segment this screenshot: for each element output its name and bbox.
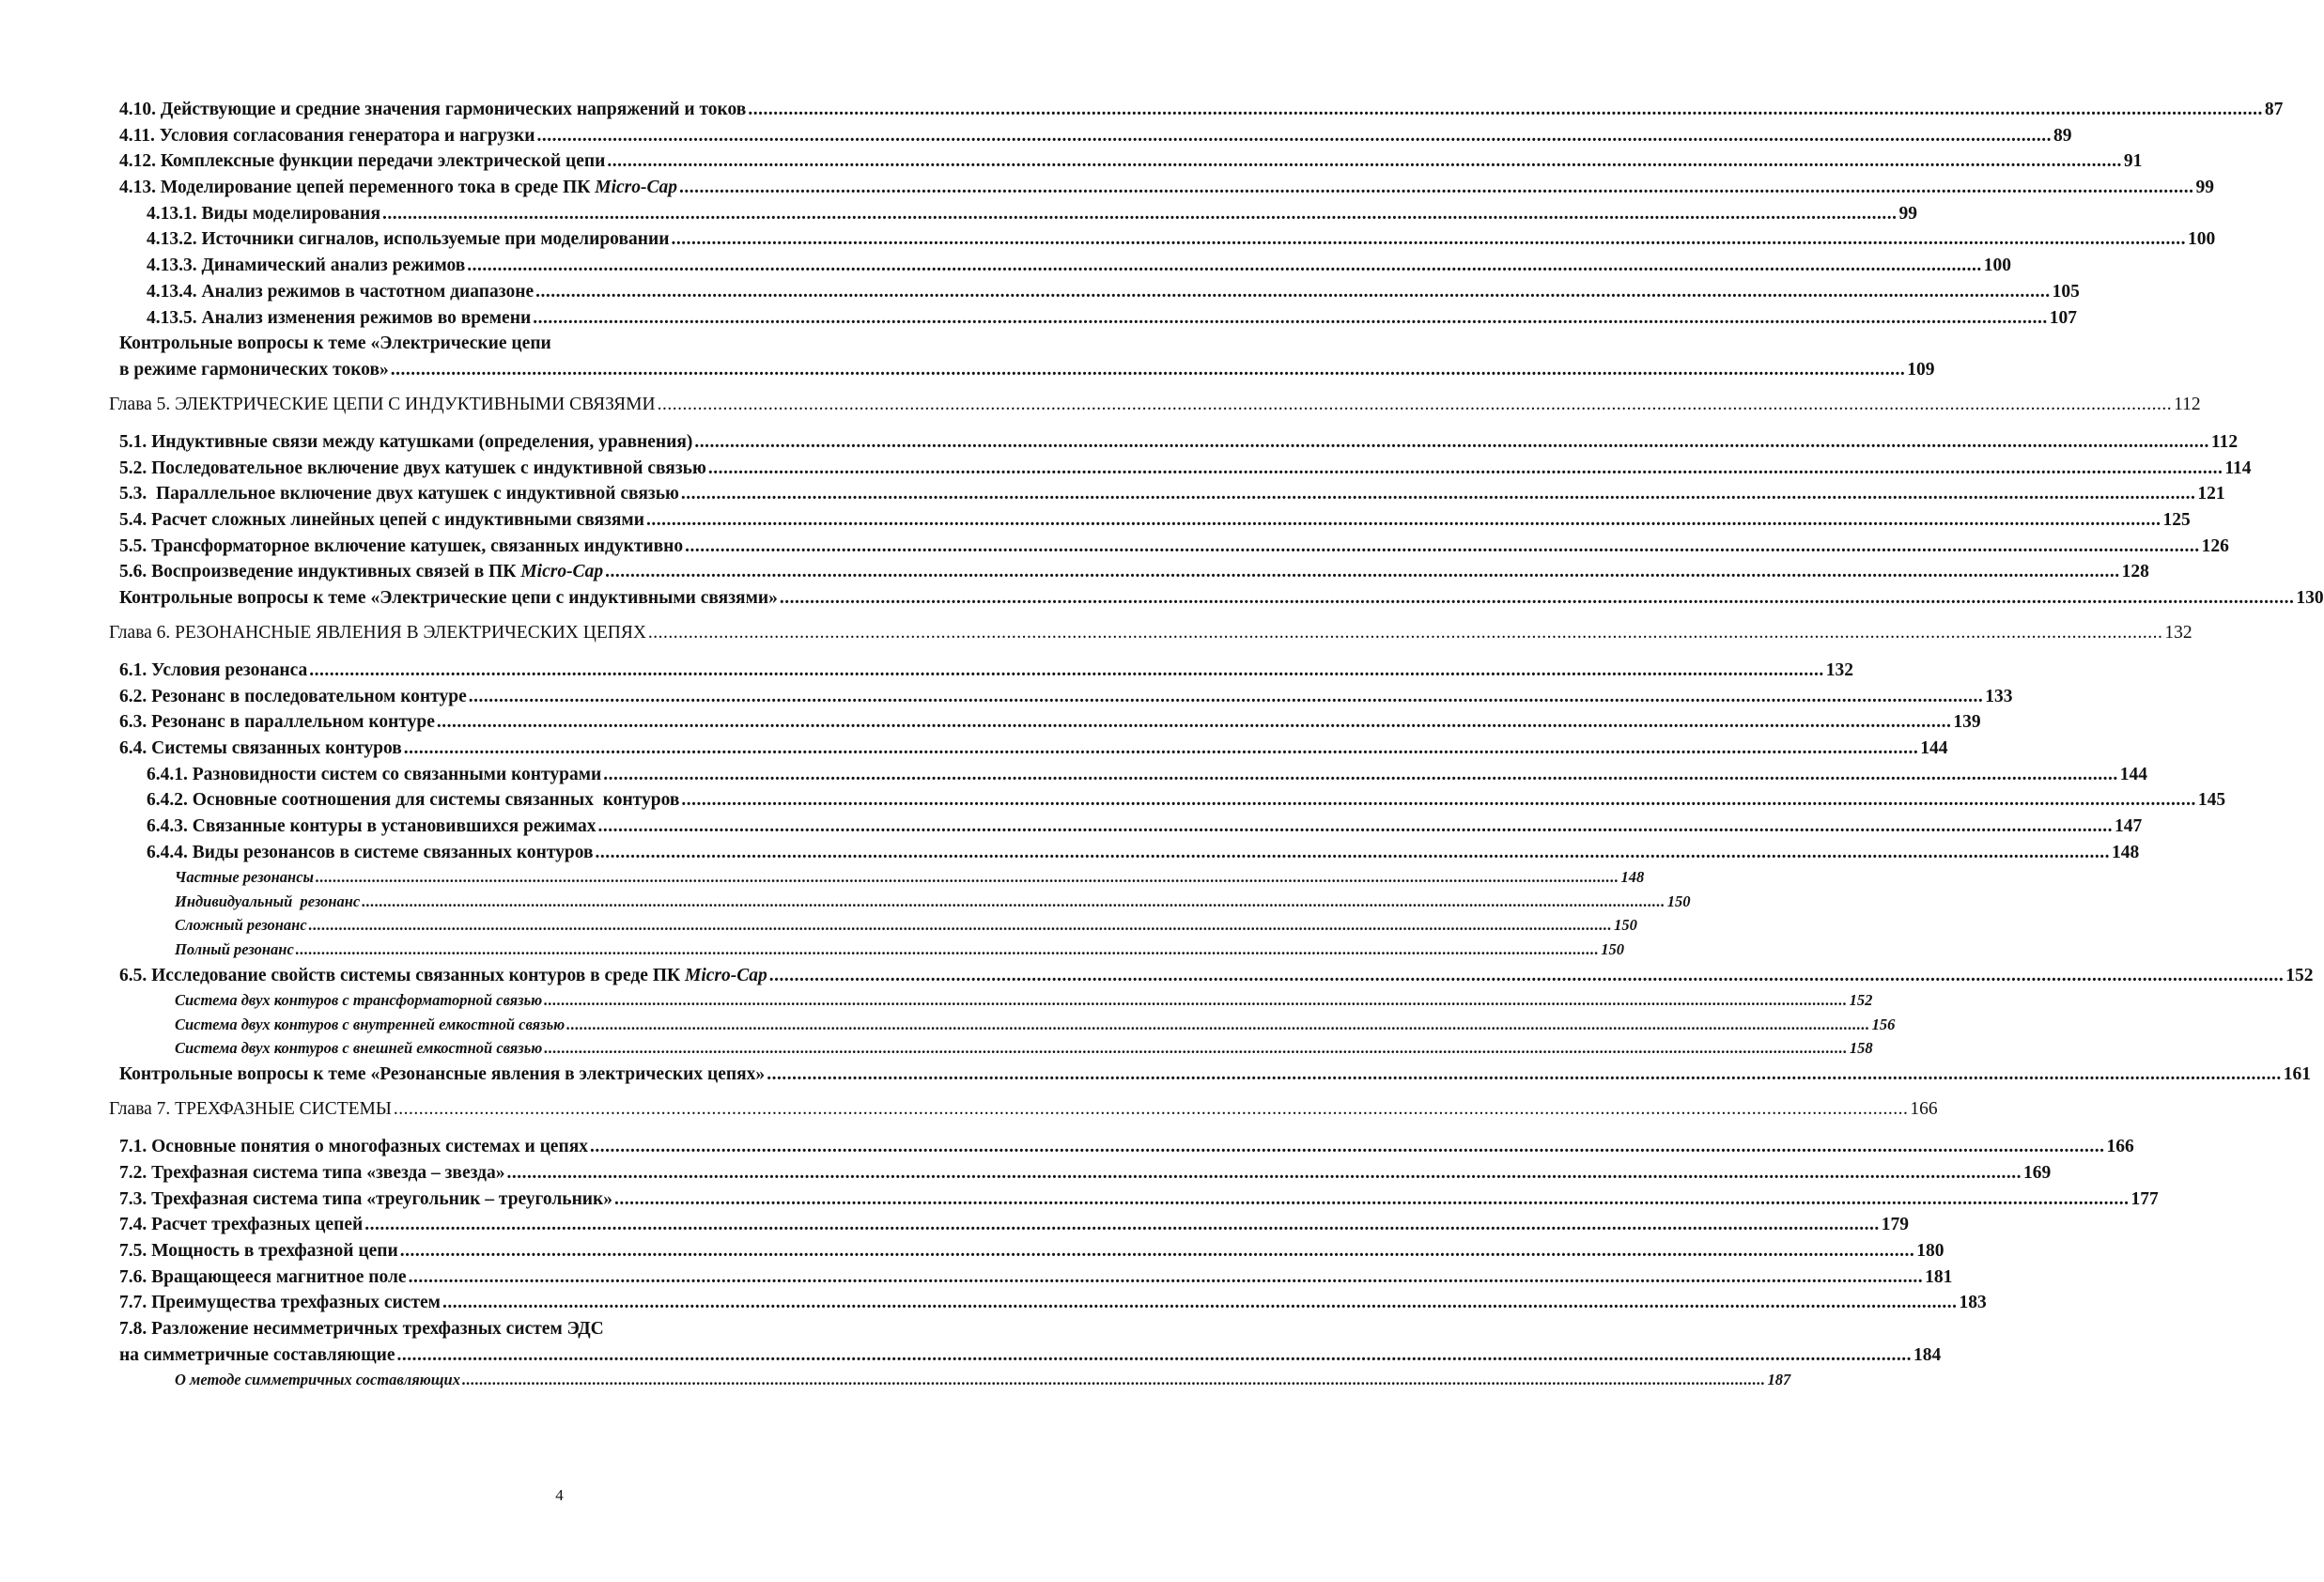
entry-title-text: Частные резонансы <box>175 868 314 887</box>
entry-title-italic: Micro-Cap <box>595 178 677 198</box>
entry-title <box>119 587 778 610</box>
entry-page-number: 152 <box>2285 965 2314 985</box>
entry-page-number: 125 <box>2162 509 2191 530</box>
entry-title <box>147 764 601 786</box>
entry-page-number: 114 <box>2224 458 2252 478</box>
toc-entry[interactable] <box>0 333 1010 355</box>
entry-title-text: 4.13.5. Анализ изменения режимов во времени <box>147 307 532 328</box>
toc-entry[interactable] <box>0 1318 1010 1341</box>
entry-page-number: 133 <box>1985 686 2013 706</box>
entry-page-number: 180 <box>1916 1241 1944 1262</box>
entry-title-text: на симметричные составляющие <box>119 1344 395 1365</box>
entry-title <box>119 711 435 734</box>
entry-title <box>109 1098 392 1121</box>
entry-title <box>175 915 307 936</box>
entry-title <box>119 125 535 147</box>
entry-page-number: 112 <box>2210 431 2239 452</box>
entry-title-text: Глава 7. ТРЕХФАЗНЫЕ СИСТЕМЫ <box>109 1099 392 1120</box>
entry-title-text: 7.2. Трехфазная система типа «звезда – звезда» <box>119 1163 505 1183</box>
toc-entry[interactable] <box>0 307 2077 330</box>
entry-title <box>119 1266 407 1289</box>
entry-title-text: 4.13. Моделирование цепей переменного тока в среде ПК <box>119 178 596 198</box>
dot-leader: ............................................................................................................................................................................................................................................................................................................ <box>461 1371 1766 1389</box>
toc-entry[interactable] <box>0 1214 1910 1236</box>
entry-title-text: 7.6. Вращающееся магнитное поле <box>119 1266 407 1287</box>
toc-entry[interactable] <box>0 711 1981 734</box>
toc-entry[interactable] <box>0 1136 2134 1158</box>
dot-leader: ............................................................................................................................................................................................................................................................................................................ <box>362 892 1666 910</box>
toc-subtopic-entry[interactable] <box>0 1038 1873 1059</box>
entry-page-number: 161 <box>2283 1064 2311 1085</box>
dot-leader: ............................................................................................................................................................................................................................................................................................................ <box>645 509 2161 530</box>
entry-title <box>119 99 746 121</box>
dot-leader: ............................................................................................................................................................................................................................................................................................................ <box>295 939 1600 958</box>
entry-title-text: 7.7. Преимущества трехфазных систем <box>119 1293 441 1313</box>
dot-leader: ............................................................................................................................................................................................................................................................................................................ <box>393 1099 1909 1120</box>
entry-page-number: 107 <box>2049 307 2077 328</box>
toc-entry[interactable] <box>0 99 2284 121</box>
entry-title-text: 5.4. Расчет сложных линейных цепей с индуктивными связями <box>119 509 644 530</box>
toc-entry[interactable] <box>0 431 2239 454</box>
entry-title-text: 4.12. Комплексные функции передачи электрической цепи <box>119 151 606 172</box>
entry-title-text: 4.11. Условия согласования генератора и нагрузки <box>119 125 535 146</box>
entry-title <box>119 359 389 381</box>
entry-title-text: 4.13.4. Анализ режимов в частотном диапазоне <box>147 281 535 302</box>
entry-page-number: 179 <box>1881 1215 1910 1235</box>
entry-title-text: 6.4.2. Основные соотношения для системы связанных контуров <box>147 790 680 811</box>
toc-chapter-entry[interactable] <box>0 622 2192 644</box>
toc-entry[interactable] <box>0 561 2149 583</box>
entry-title-text: 5.3. Параллельное включение двух катушек с индуктивной связью <box>119 484 679 504</box>
toc-entry[interactable] <box>0 177 2214 199</box>
dot-leader: ............................................................................................................................................................................................................................................................................................................ <box>315 868 1619 887</box>
entry-title-text: Сложный резонанс <box>175 916 307 935</box>
entry-page-number: 166 <box>2106 1137 2134 1157</box>
entry-title <box>119 483 679 505</box>
entry-page-number: 99 <box>2195 178 2214 198</box>
entry-page-number: 112 <box>2174 394 2201 414</box>
entry-title-text: 6.4.4. Виды резонансов в системе связанных контуров <box>147 842 594 862</box>
entry-page-number: 91 <box>2123 151 2143 172</box>
entry-page-number: 139 <box>1953 712 1981 733</box>
entry-title <box>119 686 467 708</box>
entry-page-number: 166 <box>1910 1099 1938 1120</box>
dot-leader: ............................................................................................................................................................................................................................................................................................................ <box>614 1188 2130 1209</box>
entry-title <box>147 842 594 864</box>
dot-leader: ............................................................................................................................................................................................................................................................................................................ <box>748 100 2263 119</box>
entry-title-text: 4.13.1. Виды моделирования <box>147 203 381 224</box>
entry-title <box>119 509 644 532</box>
dot-leader: ............................................................................................................................................................................................................................................................................................................ <box>544 1039 1848 1058</box>
entry-title-text: 6.1. Условия резонанса <box>119 660 308 680</box>
dot-leader: ............................................................................................................................................................................................................................................................................................................ <box>467 256 1982 276</box>
entry-title <box>119 965 767 987</box>
entry-title <box>119 1063 765 1086</box>
dot-leader: ............................................................................................................................................................................................................................................................................................................ <box>779 588 2295 608</box>
toc-entry[interactable] <box>0 1292 1987 1314</box>
entry-page-number: 144 <box>2119 764 2147 784</box>
toc-entry[interactable] <box>0 150 2143 173</box>
entry-title <box>119 1214 363 1236</box>
entry-title-text: Индивидуальный резонанс <box>175 892 361 910</box>
dot-leader: ............................................................................................................................................................................................................................................................................................................ <box>442 1293 1958 1313</box>
toc-entry[interactable] <box>0 535 2229 558</box>
dot-leader: ............................................................................................................................................................................................................................................................................................................ <box>544 991 1848 1010</box>
toc-entry[interactable] <box>0 965 2314 987</box>
entry-title <box>119 1344 395 1367</box>
entry-title-text: 7.1. Основные понятия о многофазных системах и цепях <box>119 1137 588 1157</box>
entry-page-number: 87 <box>2264 100 2284 119</box>
entry-title-text: 7.4. Расчет трехфазных цепей <box>119 1215 364 1235</box>
dot-leader: ............................................................................................................................................................................................................................................................................................................ <box>681 790 2196 811</box>
entry-title-text: 7.5. Мощность в трехфазной цепи <box>119 1241 398 1262</box>
toc-entry[interactable] <box>0 587 2324 610</box>
entry-page-number: 177 <box>2130 1188 2159 1209</box>
toc-entry[interactable] <box>0 1188 2159 1211</box>
entry-title-text: Система двух контуров с внутренней емкостной связью <box>175 1015 566 1033</box>
entry-title <box>119 177 677 199</box>
entry-title-text: О методе симметричных составляющих <box>175 1371 460 1389</box>
dot-leader: ............................................................................................................................................................................................................................................................................................................ <box>671 229 2186 250</box>
entry-title-text: Контрольные вопросы к теме «Электрические цепи <box>119 333 551 354</box>
entry-page-number: 147 <box>2115 816 2143 837</box>
dot-leader: ............................................................................................................................................................................................................................................................................................................ <box>768 965 2285 985</box>
entry-title-text: Полный резонанс <box>175 939 294 958</box>
toc-entry[interactable] <box>0 483 2225 505</box>
toc-subtopic-entry[interactable] <box>0 1015 1896 1035</box>
dot-leader: ............................................................................................................................................................................................................................................................................................................ <box>603 764 2118 784</box>
entry-page-number: 156 <box>1871 1015 1896 1033</box>
entry-title <box>119 1240 398 1263</box>
entry-page-number: 187 <box>1767 1371 1791 1389</box>
toc-entry[interactable] <box>0 686 2013 708</box>
entry-title-text: 6.5. Исследование свойств системы связанных контуров в среде ПК <box>119 965 686 985</box>
entry-title-text: Глава 5. ЭЛЕКТРИЧЕСКИЕ ЦЕПИ С ИНДУКТИВНЫМИ СВЯЗЯМИ <box>109 394 656 414</box>
entry-page-number: 184 <box>1913 1344 1942 1365</box>
toc-entry[interactable] <box>0 842 2140 864</box>
entry-page-number: 132 <box>2164 623 2192 643</box>
dot-leader: ............................................................................................................................................................................................................................................................................................................ <box>382 203 1898 224</box>
dot-leader: ............................................................................................................................................................................................................................................................................................................ <box>468 686 1984 706</box>
entry-page-number: 100 <box>1983 256 2012 276</box>
toc-subtopic-entry[interactable] <box>0 939 1625 960</box>
entry-page-number: 145 <box>2197 790 2226 811</box>
entry-page-number: 100 <box>2187 229 2216 250</box>
dot-leader: ............................................................................................................................................................................................................................................................................................................ <box>399 1241 1915 1262</box>
dot-leader: ............................................................................................................................................................................................................................................................................................................ <box>657 394 2173 414</box>
dot-leader: ............................................................................................................................................................................................................................................................................................................ <box>309 660 1824 680</box>
dot-leader: ............................................................................................................................................................................................................................................................................................................ <box>767 1064 2282 1085</box>
entry-page-number: 158 <box>1849 1039 1873 1058</box>
dot-leader: ............................................................................................................................................................................................................................................................................................................ <box>607 151 2122 172</box>
entry-page-number: 130 <box>2296 588 2324 608</box>
entry-title <box>119 431 692 454</box>
entry-page-number: 152 <box>1849 991 1873 1010</box>
entry-title <box>147 815 596 838</box>
toc-entry[interactable] <box>0 815 2143 838</box>
toc-subtopic-entry[interactable] <box>0 1370 1791 1390</box>
dot-leader: ............................................................................................................................................................................................................................................................................................................ <box>403 738 1919 759</box>
entry-title-text: 4.13.2. Источники сигналов, используемые при моделировании <box>147 229 670 250</box>
entry-page-number: 150 <box>1666 892 1691 910</box>
entry-page-number: 121 <box>2197 484 2225 504</box>
entry-page-number: 150 <box>1614 916 1637 935</box>
entry-title-text: 6.2. Резонанс в последовательном контуре <box>119 686 467 706</box>
entry-title <box>119 458 706 480</box>
dot-leader: ............................................................................................................................................................................................................................................................................................................ <box>536 125 2052 146</box>
dot-leader: ............................................................................................................................................................................................................................................................................................................ <box>533 307 2048 328</box>
toc-entry[interactable] <box>0 509 2191 532</box>
toc-chapter-entry[interactable] <box>0 394 2201 416</box>
entry-title <box>147 203 380 225</box>
entry-page-number: 181 <box>1925 1266 1953 1287</box>
dot-leader: ............................................................................................................................................................................................................................................................................................................ <box>694 431 2209 452</box>
entry-page-number: 144 <box>1920 738 1948 759</box>
dot-leader: ............................................................................................................................................................................................................................................................................................................ <box>396 1344 1912 1365</box>
toc-entry[interactable] <box>0 1162 2052 1185</box>
entry-title-text: 4.10. Действующие и средние значения гармонических напряжений и токов <box>119 100 747 119</box>
entry-title <box>109 394 656 416</box>
dot-leader: ............................................................................................................................................................................................................................................................................................................ <box>308 916 1613 935</box>
entry-title-text: 4.13.3. Динамический анализ режимов <box>147 256 466 276</box>
entry-title-text: 6.4. Системы связанных контуров <box>119 738 402 759</box>
entry-title-text: 5.2. Последовательное включение двух катушек с индуктивной связью <box>119 458 706 478</box>
entry-title <box>109 622 646 644</box>
toc-entry[interactable] <box>0 458 2252 480</box>
entry-page-number: 169 <box>2022 1163 2052 1183</box>
toc-entry[interactable] <box>0 737 1948 760</box>
toc-entry[interactable] <box>0 359 1935 381</box>
entry-title <box>175 1015 565 1035</box>
toc-subtopic-entry[interactable] <box>0 892 1691 912</box>
entry-title <box>119 1318 604 1341</box>
table-of-contents <box>0 99 2324 1390</box>
toc-entry[interactable] <box>0 203 1918 225</box>
entry-title <box>119 535 683 558</box>
entry-page-number: 109 <box>1907 359 1935 380</box>
dot-leader: ............................................................................................................................................................................................................................................................................................................ <box>390 359 1906 380</box>
entry-title-text: 7.8. Разложение несимметричных трехфазных систем ЭДС <box>119 1319 604 1340</box>
entry-title-text: 7.3. Трехфазная система типа «треугольник – треугольник» <box>119 1188 613 1209</box>
entry-title-text: 5.5. Трансформаторное включение катушек, связанных индуктивно <box>119 535 684 556</box>
entry-title <box>119 561 603 583</box>
toc-entry[interactable] <box>0 659 1853 682</box>
toc-entry[interactable] <box>0 281 2080 303</box>
toc-subtopic-entry[interactable] <box>0 990 1873 1011</box>
entry-title-text: 6.3. Резонанс в параллельном контуре <box>119 712 435 733</box>
entry-title <box>175 892 360 912</box>
entry-title-text: 5.6. Воспроизведение индуктивных связей в ПК <box>119 562 521 582</box>
entry-title <box>175 867 314 888</box>
entry-title <box>175 990 542 1011</box>
dot-leader: ............................................................................................................................................................................................................................................................................................................ <box>679 178 2194 198</box>
dot-leader: ............................................................................................................................................................................................................................................................................................................ <box>590 1137 2105 1157</box>
toc-chapter-entry[interactable] <box>0 1098 1938 1121</box>
dot-leader: ............................................................................................................................................................................................................................................................................................................ <box>566 1015 1870 1033</box>
entry-page-number: 105 <box>2052 281 2080 302</box>
entry-title <box>147 255 465 277</box>
entry-title-text: 6.4.3. Связанные контуры в установившихся режимах <box>147 816 596 837</box>
entry-title <box>119 1162 504 1185</box>
entry-page-number: 150 <box>1601 939 1625 958</box>
entry-title-text: Контрольные вопросы к теме «Резонансные явления в электрических цепях» <box>119 1064 766 1085</box>
entry-title <box>175 939 294 960</box>
entry-title <box>147 281 534 303</box>
dot-leader: ............................................................................................................................................................................................................................................................................................................ <box>436 712 1952 733</box>
entry-title <box>119 1188 612 1211</box>
entry-title <box>119 1136 588 1158</box>
toc-subtopic-entry[interactable] <box>0 915 1637 936</box>
entry-page-number: 99 <box>1898 203 1918 224</box>
entry-title-text: Система двух контуров с трансформаторной связью <box>175 991 543 1010</box>
entry-title-text: 6.4.1. Разновидности систем со связанными контурами <box>147 764 602 784</box>
dot-leader: ............................................................................................................................................................................................................................................................................................................ <box>685 535 2200 556</box>
dot-leader: ............................................................................................................................................................................................................................................................................................................ <box>647 623 2163 643</box>
dot-leader: ............................................................................................................................................................................................................................................................................................................ <box>707 458 2223 478</box>
entry-title <box>119 737 402 760</box>
dot-leader: ............................................................................................................................................................................................................................................................................................................ <box>408 1266 1924 1287</box>
entry-page-number: 148 <box>1620 868 1645 887</box>
entry-title-text: в режиме гармонических токов» <box>119 359 389 380</box>
entry-title <box>175 1038 542 1059</box>
entry-title-text: Система двух контуров с внешней емкостной связью <box>175 1039 543 1058</box>
entry-title-italic: Micro-Cap <box>520 562 604 582</box>
dot-leader: ............................................................................................................................................................................................................................................................................................................ <box>605 562 2120 582</box>
toc-subtopic-entry[interactable] <box>0 867 1645 888</box>
entry-page-number: 183 <box>1959 1293 1987 1313</box>
entry-title <box>119 150 605 173</box>
toc-entry[interactable] <box>0 764 2147 786</box>
page-number: 4 <box>555 1486 564 1504</box>
entry-title-text: 5.1. Индуктивные связи между катушками (определения, уравнения) <box>119 431 693 452</box>
entry-title <box>119 1292 441 1314</box>
entry-title <box>147 307 531 330</box>
toc-entry[interactable] <box>0 1240 1944 1263</box>
dot-leader: ............................................................................................................................................................................................................................................................................................................ <box>364 1215 1880 1235</box>
entry-page-number: 148 <box>2112 842 2140 862</box>
entry-page-number: 126 <box>2201 535 2229 556</box>
dot-leader: ............................................................................................................................................................................................................................................................................................................ <box>535 281 2051 302</box>
entry-title <box>119 333 551 355</box>
dot-leader: ............................................................................................................................................................................................................................................................................................................ <box>595 842 2111 862</box>
entry-title-italic: Micro-Cap <box>685 965 767 985</box>
entry-title <box>147 789 679 812</box>
toc-entry[interactable] <box>0 789 2226 812</box>
dot-leader: ............................................................................................................................................................................................................................................................................................................ <box>506 1163 2022 1183</box>
entry-title-text: Глава 6. РЕЗОНАНСНЫЕ ЯВЛЕНИЯ В ЭЛЕКТРИЧЕСКИХ ЦЕПЯХ <box>109 623 646 643</box>
entry-title-text: Контрольные вопросы к теме «Электрические цепи с индуктивными связями» <box>119 588 778 608</box>
dot-leader: ............................................................................................................................................................................................................................................................................................................ <box>597 816 2114 837</box>
dot-leader: ............................................................................................................................................................................................................................................................................................................ <box>680 484 2196 504</box>
entry-page-number: 128 <box>2121 562 2149 582</box>
entry-title <box>119 659 307 682</box>
toc-entry[interactable] <box>0 1063 2311 1086</box>
toc-entry[interactable] <box>0 1344 1942 1367</box>
entry-page-number: 132 <box>1825 660 1853 680</box>
toc-entry[interactable] <box>0 228 2216 251</box>
entry-page-number: 89 <box>2053 125 2072 146</box>
toc-entry[interactable] <box>0 1266 1953 1289</box>
entry-title <box>147 228 669 251</box>
toc-entry[interactable] <box>0 125 2072 147</box>
toc-entry[interactable] <box>0 255 2012 277</box>
entry-title <box>175 1370 460 1390</box>
